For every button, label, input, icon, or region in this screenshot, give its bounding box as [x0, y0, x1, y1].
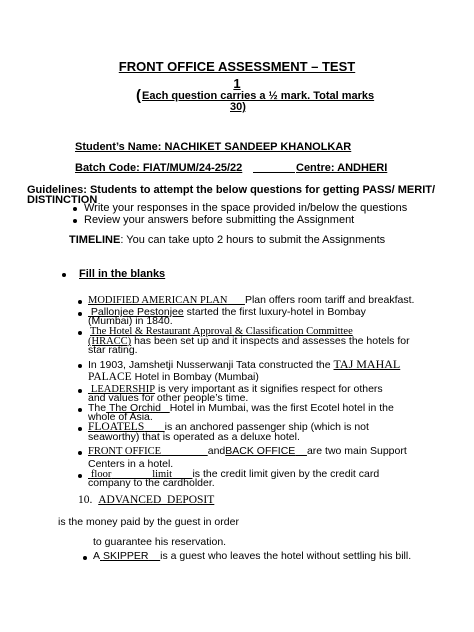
question-10-number: 10. [78, 494, 93, 506]
answer-9: floor [90, 469, 112, 480]
answer-8b: BACK OFFICE [225, 445, 296, 457]
answer-5: LEADERSHIP [90, 384, 156, 395]
section-heading: Fill in the blanks [79, 268, 166, 280]
marks-note: Each question carries a ½ mark. Total marks [142, 90, 375, 102]
question-6-cont: whole of Asia. [88, 411, 153, 423]
question-8 [88, 446, 407, 457]
question-2-cont: (Mumbai) in 1840. [88, 315, 173, 327]
document-title-number: 1 [233, 76, 241, 91]
guideline-item: Write your responses in the space provided in/below the questions [84, 202, 408, 214]
bullet-icon [78, 408, 82, 412]
answer-4: TAJ MAHAL [333, 357, 401, 371]
question-8-and: and [207, 445, 226, 457]
bullet-icon [73, 219, 77, 223]
answer-7: FLOATELS [88, 421, 145, 433]
bullet-icon [78, 451, 82, 455]
question-11 [93, 551, 411, 562]
question-10-text: is the money paid by the guest in order [58, 516, 239, 528]
student-name: Student’s Name: NACHIKET SANDEEP KHANOLKAR [75, 141, 352, 153]
guideline-item: Review your answers before submitting the Assignment [84, 214, 355, 226]
question-8-cont: Centers in a hotel. [88, 458, 174, 470]
answer-9b: limit [152, 469, 173, 480]
marks-note-total: 30) [230, 101, 246, 113]
question-7-text: is an anchored passenger ship (which is not [164, 421, 369, 433]
bullet-icon [62, 273, 66, 277]
answer-3-cont: (HRACC) [88, 336, 132, 347]
question-4-cont [88, 372, 259, 383]
answer-1: MODIFIED AMERICAN PLAN [88, 295, 228, 306]
question-4-text-2: Hotel in Bombay (Mumbai) [134, 371, 259, 383]
title-paren: ( [136, 87, 141, 104]
batch-code-underline-gap [253, 172, 295, 173]
question-11-text: is a guest who leaves the hotel without settling his bill. [160, 550, 412, 562]
bullet-icon [78, 331, 82, 335]
bullet-icon [78, 300, 82, 304]
bullet-icon [78, 312, 82, 316]
question-4 [88, 359, 400, 371]
answer-4-cont: PALACE [88, 371, 132, 383]
bullet-icon [78, 364, 82, 368]
bullet-icon [73, 207, 77, 211]
answer-11: SKIPPER [102, 550, 149, 562]
guidelines-heading: Guidelines: Students to attempt the below questions for getting PASS/ MERIT/ [27, 184, 436, 196]
question-6-prefix: The [88, 402, 107, 414]
question-11-prefix: A [93, 550, 101, 562]
question-3-cont: star rating. [88, 344, 138, 356]
answer-2: Pallonjee Pestonjee [90, 306, 184, 318]
answer-10: ADVANCED_DEPOSIT [98, 494, 215, 506]
answer-8: FRONT OFFICE [88, 446, 162, 457]
question-1 [88, 295, 414, 306]
guidelines-heading-cont: DISTINCTION [27, 194, 98, 206]
question-2-text: started the first luxury-hotel in Bombay [186, 306, 366, 318]
bullet-icon [78, 474, 82, 478]
question-10-cont: to guarantee his reservation. [93, 536, 227, 548]
question-9-cont: company to the cardholder. [88, 477, 215, 489]
centre: Centre: ANDHERI [296, 162, 388, 174]
question-9-text: is the credit limit given by the credit card [192, 468, 380, 480]
question-4-text: In 1903, Jamshetji Nusserwanji Tata constructed the [88, 359, 331, 371]
document-title: FRONT OFFICE ASSESSMENT – TEST [118, 59, 356, 74]
question-8-text: are two main Support [306, 445, 407, 457]
question-6-text: Hotel in Mumbai, was the first Ecotel hotel in the [169, 402, 394, 414]
batch-code: Batch Code: FIAT/MUM/24-25/22 [75, 162, 243, 174]
timeline-label: TIMELINE [69, 234, 121, 246]
timeline-text: : You can take upto 2 hours to submit the Assignments [120, 234, 386, 246]
bullet-icon [78, 389, 82, 393]
answer-6: The Orchid [109, 402, 161, 414]
bullet-icon [78, 427, 82, 431]
question-5-cont: and values for other people’s time. [88, 392, 249, 404]
question-7-cont: seaworthy) that is operated as a deluxe hotel. [88, 431, 300, 443]
question-3-text: has been set up and it inspects and assesses the hotels for [134, 335, 410, 347]
answer-3: The Hotel & Restaurant Approval & Classification Committee [90, 326, 353, 337]
timeline [69, 234, 385, 246]
bullet-icon [83, 556, 87, 560]
question-5-text: is very important as it signifies respect for others [158, 383, 383, 395]
question-10 [78, 495, 214, 506]
question-1-text: Plan offers room tariff and breakfast. [244, 294, 415, 306]
